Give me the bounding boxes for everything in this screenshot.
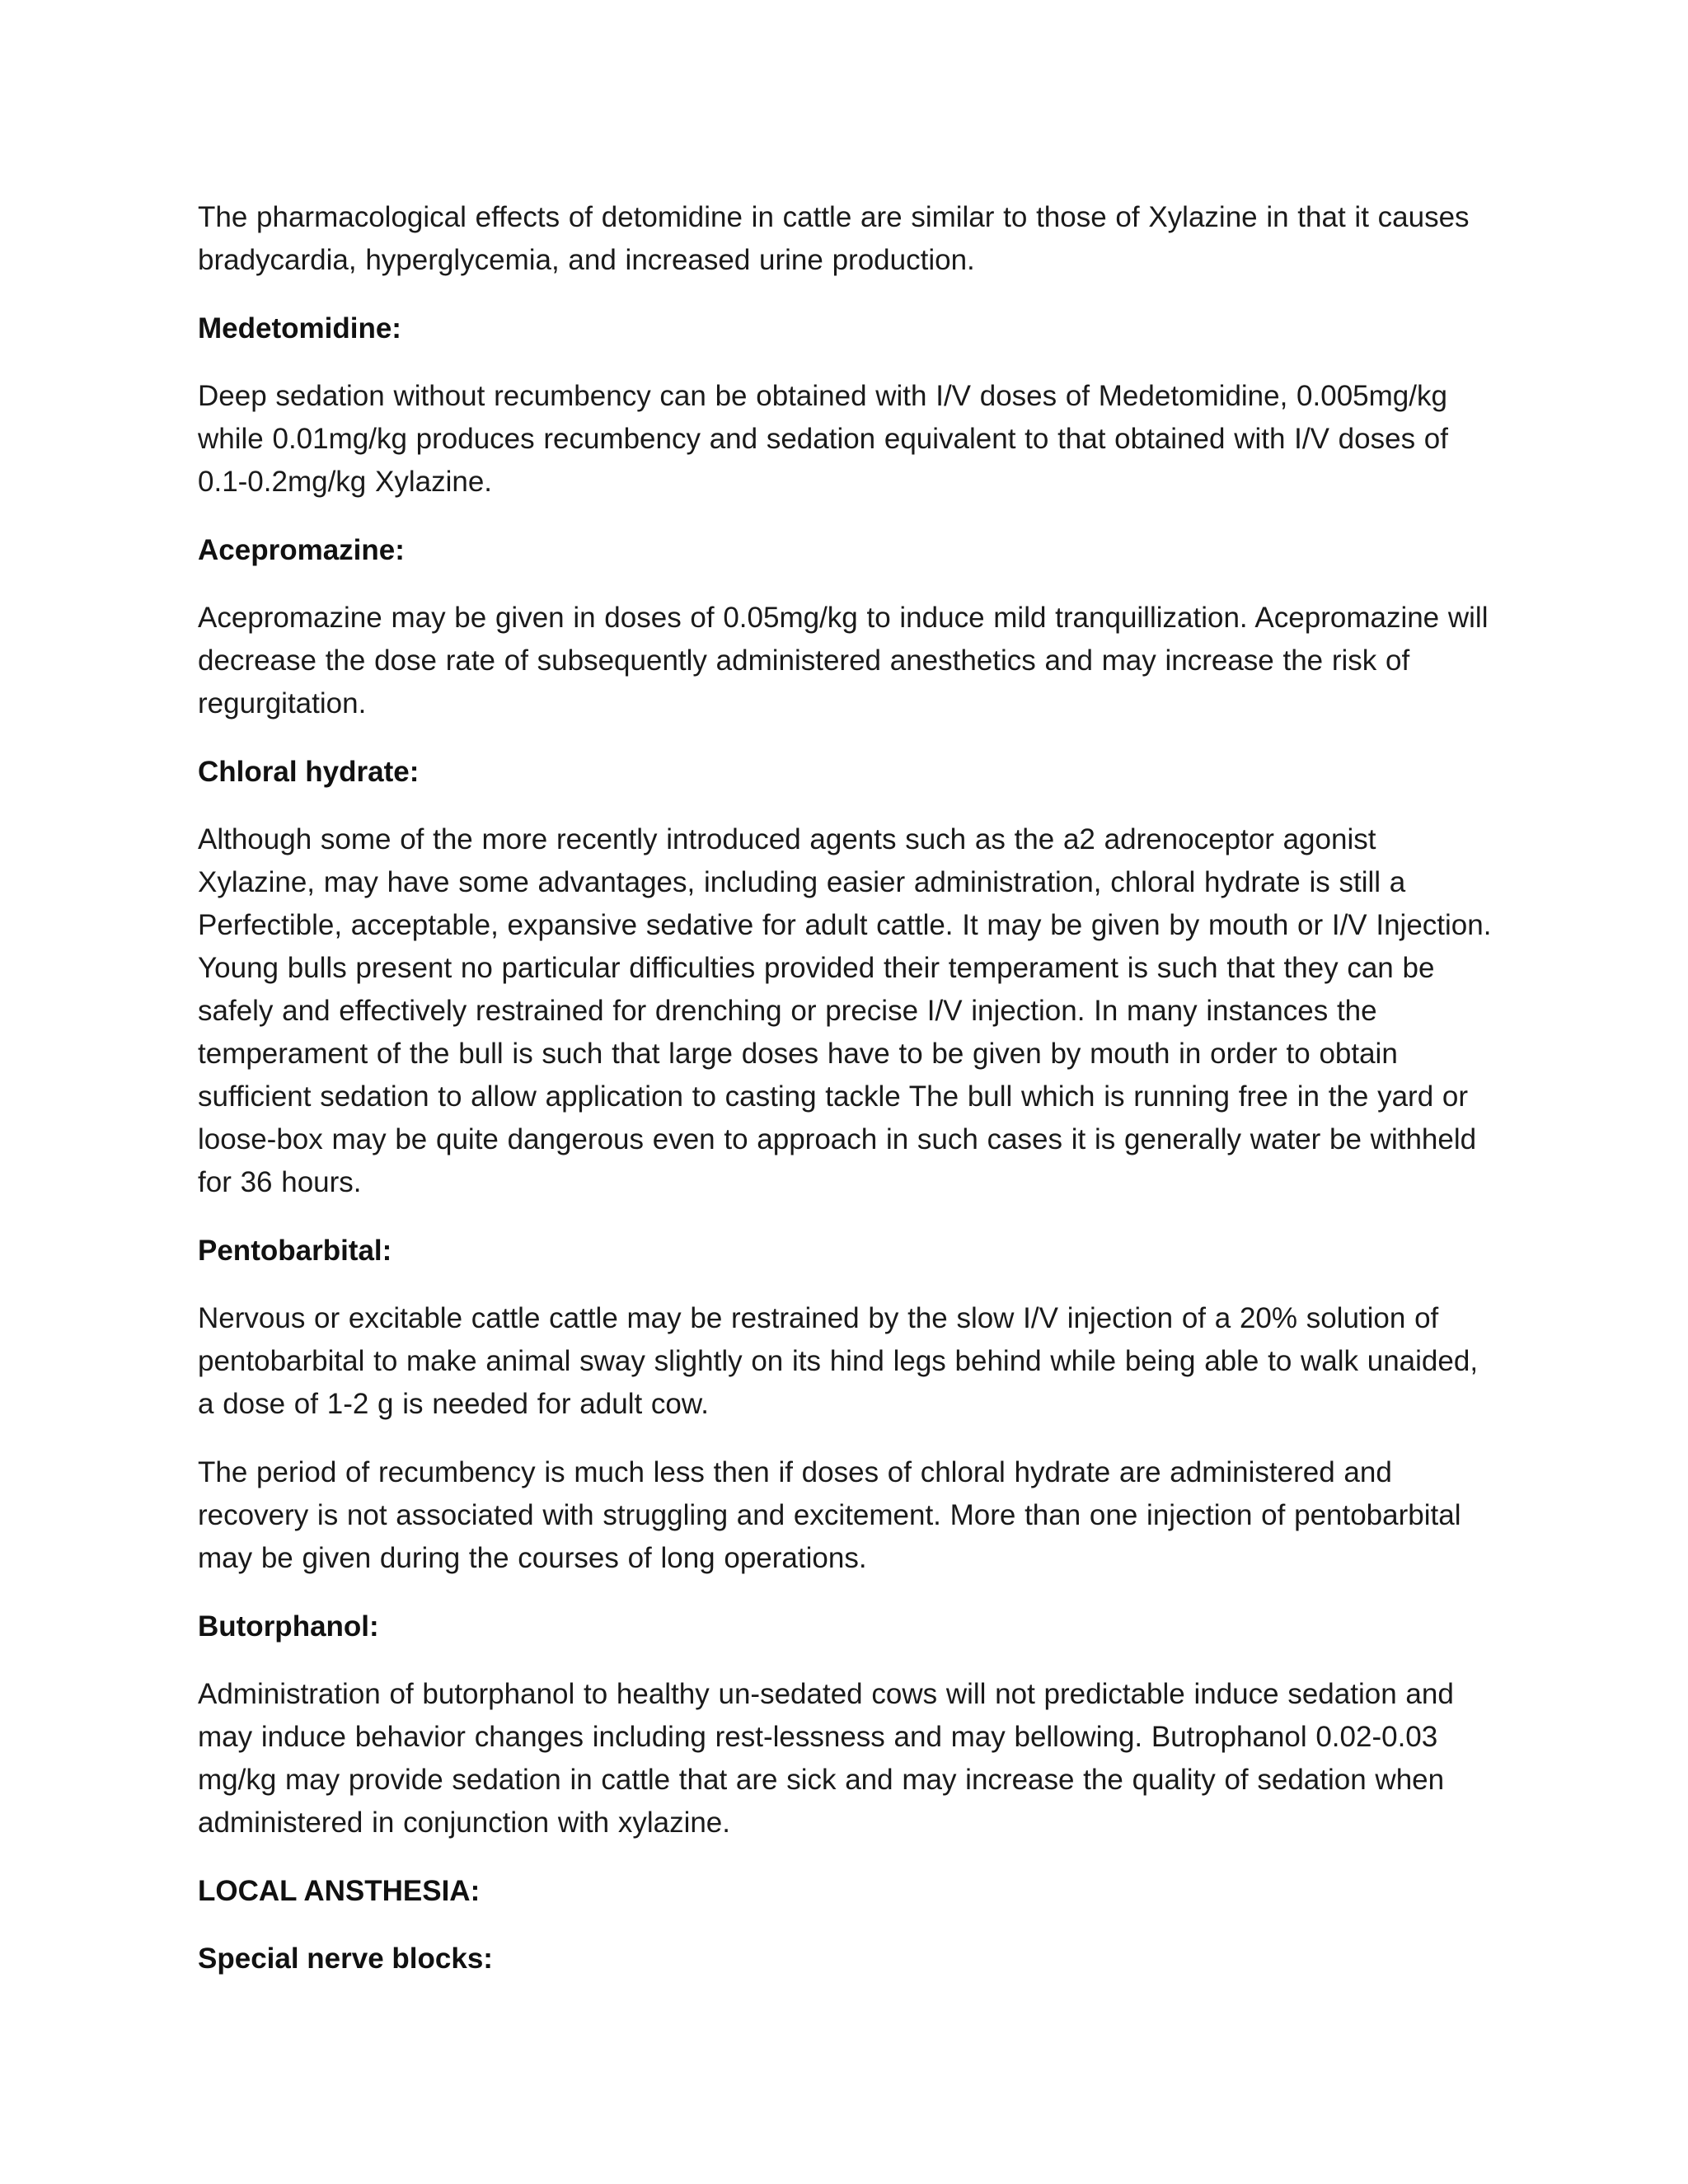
paragraph-medetomidine: Deep sedation without recumbency can be obtained with I/V doses of Medetomidine, 0.005mg/kg while 0.01mg/kg produces recumbency and sedation equivalent to that obtained with I/V doses of 0.1-0.2mg/kg Xylazine. — [198, 380, 1448, 498]
heading-acepromazine: Acepromazine: — [198, 534, 405, 566]
paragraph-chloral-hydrate: Although some of the more recently introduced agents such as the a2 adrenoceptor agonist Xylazine, may have some advantages, including easier administration, chloral hydrate is still a Perfectible, acceptable, expansive sedative for adult cattle. It may be given by mouth or I/V Injection. Young bulls present no particular difficulties provided their temperament is such that they can be safely and effectively restrained for drenching or precise I/V injection. In many instances the temperament of the bull is such that large doses have to be given by mouth in order to obtain sufficient sedation to allow application to casting tackle The bull which is running free in the yard or loose-box may be quite dangerous even to approach in such cases it is generally water be withheld for 36 hours. — [198, 823, 1492, 1198]
heading-local-anesthesia: LOCAL ANSTHESIA: — [198, 1875, 481, 1907]
document-body — [198, 196, 1500, 2005]
heading-medetomidine: Medetomidine: — [198, 312, 401, 344]
heading-pentobarbital: Pentobarbital: — [198, 1235, 392, 1267]
paragraph-butorphanol: Administration of butorphanol to healthy un-sedated cows will not predictable induce sedation and may induce behavior changes including rest-lessness and may bellowing. Butrophanol 0.02-0.03 mg/kg may provide sedation in cattle that are sick and may increase the quality of sedation when administered in conjunction with xylazine. — [198, 1678, 1454, 1839]
heading-special-nerve-blocks: Special nerve blocks: — [198, 1943, 493, 1975]
heading-chloral-hydrate: Chloral hydrate: — [198, 756, 420, 788]
paragraph-pentobarbital-dose: Nervous or excitable cattle cattle may be restrained by the slow I/V injection of a 20% solution of pentobarbital to make animal sway slightly on its hind legs behind while being able to walk unaided, a dose of 1-2 g is needed for adult cow. — [198, 1302, 1479, 1420]
paragraph-detomidine-effects: The pharmacological effects of detomidine in cattle are similar to those of Xylazine in that it causes bradycardia, hyperglycemia, and increased urine production. — [198, 201, 1470, 276]
paragraph-pentobarbital-recumbency: The period of recumbency is much less then if doses of chloral hydrate are administered and recovery is not associated with struggling and excitement. More than one injection of pentobarbital may be given during the courses of long operations. — [198, 1456, 1461, 1574]
paragraph-acepromazine: Acepromazine may be given in doses of 0.05mg/kg to induce mild tranquillization. Acepromazine will decrease the dose rate of subsequently administered anesthetics and may increase the risk of regurgitation. — [198, 602, 1489, 719]
heading-butorphanol: Butorphanol: — [198, 1610, 379, 1643]
